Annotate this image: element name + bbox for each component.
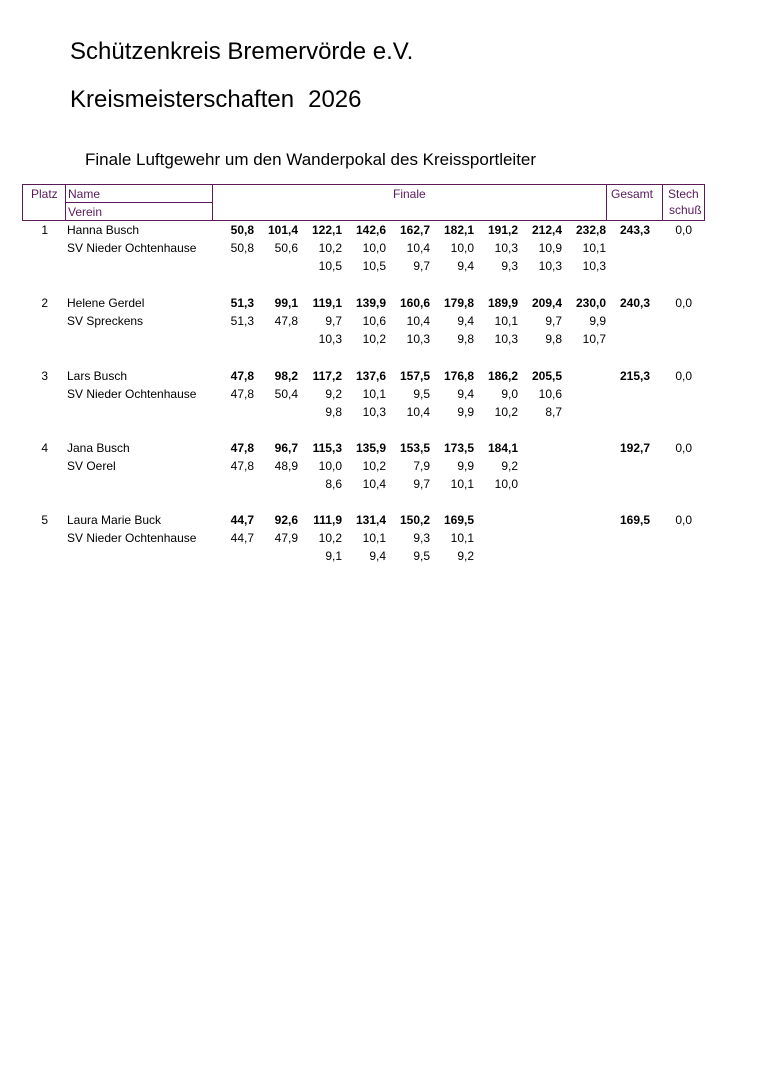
shot-score: 10,3: [406, 332, 430, 346]
shot-score: 10,3: [494, 241, 518, 255]
shootoff-score: 0,0: [675, 441, 692, 455]
shot-score: 10,3: [362, 405, 386, 419]
cumulative-score: 92,6: [274, 513, 298, 527]
cumulative-score: 117,2: [312, 369, 342, 383]
cumulative-score: 162,7: [399, 223, 430, 237]
shot-score: 51,3: [230, 314, 254, 328]
shot-score: 44,7: [230, 531, 254, 545]
shot-score: 9,4: [457, 259, 474, 273]
shot-score: 50,4: [274, 387, 298, 401]
shot-score: 9,4: [369, 549, 386, 563]
header-schuss: schuß: [669, 203, 702, 217]
cumulative-score: 115,3: [312, 441, 342, 455]
shot-score: 10,7: [582, 332, 606, 346]
cumulative-score: 150,2: [399, 513, 430, 527]
shot-score: 9,9: [457, 405, 474, 419]
cumulative-score: 182,1: [443, 223, 474, 237]
shootoff-score: 0,0: [675, 223, 692, 237]
header-gesamt: Gesamt: [611, 187, 654, 201]
shooter-name: Jana Busch: [67, 441, 130, 455]
cumulative-score: 176,8: [443, 369, 474, 383]
platz: 4: [41, 441, 48, 455]
shot-score: 9,8: [545, 332, 562, 346]
cumulative-score: 122,1: [311, 223, 342, 237]
cumulative-score: 191,2: [487, 223, 518, 237]
cumulative-score: 111,9: [313, 513, 342, 527]
cumulative-score: 50,8: [230, 223, 254, 237]
shot-score: 10,1: [450, 531, 474, 545]
shot-score: 10,6: [538, 387, 562, 401]
header-stech: Stech: [668, 187, 699, 201]
cumulative-score: 186,2: [487, 369, 518, 383]
cumulative-score: 173,5: [443, 441, 474, 455]
shot-score: 10,0: [318, 459, 342, 473]
club-name: SV Nieder Ochtenhause: [67, 387, 197, 401]
divider: [662, 185, 663, 220]
shot-score: 9,2: [457, 549, 474, 563]
shot-score: 47,9: [274, 531, 298, 545]
cumulative-score: 160,6: [399, 296, 430, 310]
shot-score: 50,8: [230, 241, 254, 255]
platz: 3: [41, 369, 48, 383]
shot-score: 10,0: [450, 241, 474, 255]
shot-score: 10,1: [362, 387, 386, 401]
shot-score: 10,2: [362, 459, 386, 473]
total-score: 240,3: [619, 296, 650, 310]
cumulative-score: 135,9: [355, 441, 386, 455]
shot-score: 10,3: [538, 259, 562, 273]
event-name: Kreismeisterschaften: [70, 86, 295, 113]
cumulative-score: 47,8: [230, 369, 254, 383]
cumulative-score: 99,1: [274, 296, 298, 310]
shot-score: 10,2: [318, 241, 342, 255]
shot-score: 48,9: [274, 459, 298, 473]
header-finale: Finale: [393, 187, 426, 201]
table-header: [22, 184, 705, 221]
shot-score: 9,8: [325, 405, 342, 419]
cumulative-score: 47,8: [230, 441, 254, 455]
shot-score: 9,5: [413, 387, 430, 401]
cumulative-score: 101,4: [267, 223, 298, 237]
shootoff-score: 0,0: [675, 296, 692, 310]
shot-score: 9,0: [501, 387, 518, 401]
shot-score: 9,5: [413, 549, 430, 563]
shot-score: 10,1: [362, 531, 386, 545]
organization-title: Schützenkreis Bremervörde e.V.: [70, 38, 414, 65]
event-year: 2026: [308, 86, 362, 113]
shootoff-score: 0,0: [675, 513, 692, 527]
shot-score: 10,1: [450, 477, 474, 491]
shootoff-score: 0,0: [675, 369, 692, 383]
platz: 5: [41, 513, 48, 527]
shot-score: 9,7: [545, 314, 562, 328]
cumulative-score: 157,5: [399, 369, 430, 383]
shot-score: 10,5: [362, 259, 386, 273]
cumulative-score: 137,6: [355, 369, 386, 383]
cumulative-score: 189,9: [487, 296, 518, 310]
shot-score: 10,1: [582, 241, 606, 255]
shot-score: 47,8: [230, 459, 254, 473]
shot-score: 9,3: [501, 259, 518, 273]
event-title: [70, 86, 361, 114]
cumulative-score: 179,8: [443, 296, 474, 310]
total-score: 192,7: [619, 441, 650, 455]
competition-title: Finale Luftgewehr um den Wanderpokal des Kreissportleiter: [85, 150, 537, 169]
cumulative-score: 153,5: [399, 441, 430, 455]
shot-score: 10,6: [362, 314, 386, 328]
cumulative-score: 142,6: [355, 223, 386, 237]
shooter-name: Helene Gerdel: [67, 296, 145, 310]
club-name: SV Oerel: [67, 459, 116, 473]
cumulative-score: 169,5: [443, 513, 474, 527]
shot-score: 10,3: [494, 332, 518, 346]
shot-score: 10,5: [318, 259, 342, 273]
cumulative-score: 230,0: [575, 296, 606, 310]
shot-score: 10,2: [494, 405, 518, 419]
cumulative-score: 212,4: [531, 223, 562, 237]
shot-score: 8,6: [325, 477, 342, 491]
shot-score: 10,2: [362, 332, 386, 346]
cumulative-score: 98,2: [274, 369, 298, 383]
club-name: SV Spreckens: [67, 314, 144, 328]
shot-score: 10,4: [406, 314, 430, 328]
shot-score: 9,7: [413, 477, 430, 491]
total-score: 169,5: [619, 513, 650, 527]
club-name: SV Nieder Ochtenhause: [67, 531, 197, 545]
shot-score: 10,4: [406, 241, 430, 255]
shot-score: 9,4: [457, 314, 474, 328]
shooter-name: Laura Marie Buck: [67, 513, 162, 527]
cumulative-score: 44,7: [230, 513, 254, 527]
shot-score: 10,1: [494, 314, 518, 328]
cumulative-score: 232,8: [575, 223, 606, 237]
shooter-name: Hanna Busch: [67, 223, 140, 237]
shot-score: 10,2: [318, 531, 342, 545]
shot-score: 9,7: [325, 314, 342, 328]
cumulative-score: 119,1: [312, 296, 342, 310]
divider: [606, 185, 607, 220]
cumulative-score: 139,9: [355, 296, 386, 310]
shooter-name: Lars Busch: [67, 369, 128, 383]
total-score: 215,3: [619, 369, 650, 383]
header-platz: Platz: [31, 187, 58, 201]
club-name: SV Nieder Ochtenhause: [67, 241, 197, 255]
total-score: 243,3: [619, 223, 650, 237]
cumulative-score: 96,7: [274, 441, 298, 455]
shot-score: 9,8: [457, 332, 474, 346]
platz: 1: [41, 223, 48, 237]
shot-score: 10,3: [582, 259, 606, 273]
cumulative-score: 51,3: [230, 296, 254, 310]
shot-score: 9,9: [589, 314, 606, 328]
platz: 2: [41, 296, 48, 310]
divider: [212, 185, 213, 220]
header-name: Name: [68, 187, 101, 201]
shot-score: 50,6: [274, 241, 298, 255]
shot-score: 8,7: [545, 405, 562, 419]
shot-score: 47,8: [230, 387, 254, 401]
cumulative-score: 131,4: [355, 513, 386, 527]
shot-score: 10,9: [538, 241, 562, 255]
shot-score: 10,3: [318, 332, 342, 346]
shot-score: 9,1: [325, 549, 342, 563]
shot-score: 9,9: [457, 459, 474, 473]
cumulative-score: 205,5: [531, 369, 562, 383]
header-verein: Verein: [68, 205, 103, 219]
cumulative-score: 184,1: [487, 441, 518, 455]
shot-score: 9,7: [413, 259, 430, 273]
shot-score: 10,0: [494, 477, 518, 491]
shot-score: 47,8: [274, 314, 298, 328]
shot-score: 9,4: [457, 387, 474, 401]
cumulative-score: 209,4: [531, 296, 562, 310]
shot-score: 9,2: [325, 387, 342, 401]
shot-score: 7,9: [413, 459, 430, 473]
shot-score: 10,4: [362, 477, 386, 491]
shot-score: 10,4: [406, 405, 430, 419]
shot-score: 9,3: [413, 531, 430, 545]
shot-score: 9,2: [501, 459, 518, 473]
shot-score: 10,0: [362, 241, 386, 255]
